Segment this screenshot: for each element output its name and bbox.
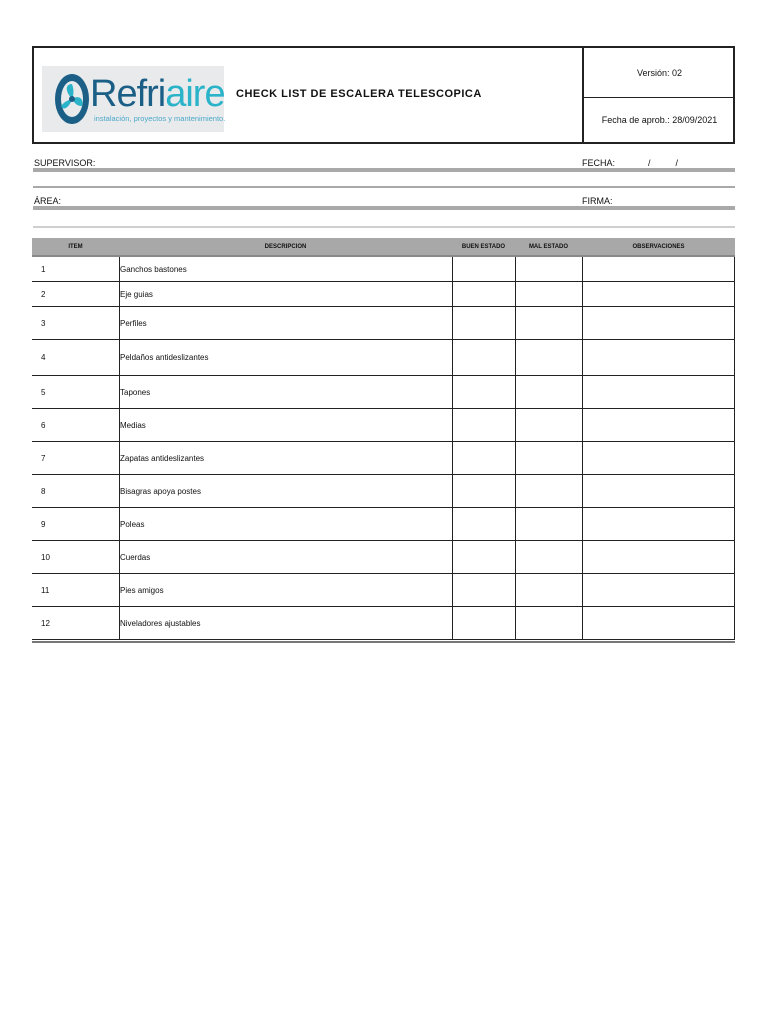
table-body (32, 255, 735, 640)
observations-cell[interactable] (582, 257, 735, 281)
bad-condition-cell[interactable] (515, 257, 582, 281)
table-row (32, 442, 735, 475)
observations-cell[interactable] (582, 340, 735, 375)
row-description: Niveladores ajustables (119, 607, 452, 639)
table-row (32, 475, 735, 508)
row-description: Bisagras apoya postes (119, 475, 452, 507)
bad-condition-cell[interactable] (515, 475, 582, 507)
checklist-table (32, 238, 735, 643)
row-item-number: 12 (41, 618, 50, 628)
table-row (32, 607, 735, 640)
bad-condition-cell[interactable] (515, 340, 582, 375)
header-bad-condition: MAL ESTADO (528, 243, 569, 250)
observations-cell[interactable] (582, 409, 735, 441)
bad-condition-cell[interactable] (515, 282, 582, 306)
observations-cell[interactable] (582, 307, 735, 339)
good-condition-cell[interactable] (452, 607, 515, 639)
row-item-number: 1 (41, 264, 46, 274)
bad-condition-cell[interactable] (515, 541, 582, 573)
table-row (32, 376, 735, 409)
observations-cell[interactable] (582, 541, 735, 573)
document-header (32, 46, 735, 144)
row-description: Perfiles (119, 307, 452, 339)
good-condition-cell[interactable] (452, 340, 515, 375)
table-row (32, 340, 735, 376)
document-title: CHECK LIST DE ESCALERA TELESCOPICA (236, 88, 482, 100)
approval-date-label: Fecha de aprob.: 28/09/2021 (601, 115, 718, 125)
table-row (32, 541, 735, 574)
row-item-number: 3 (41, 318, 46, 328)
fecha-slashes: / / (648, 158, 679, 168)
table-row (32, 574, 735, 607)
good-condition-cell[interactable] (452, 541, 515, 573)
observations-cell[interactable] (582, 475, 735, 507)
area-label: ÁREA: (34, 196, 62, 206)
row-item-number: 11 (41, 585, 50, 595)
row-item-number: 2 (41, 289, 46, 299)
table-row (32, 508, 735, 541)
observations-cell[interactable] (582, 607, 735, 639)
brand-name (90, 74, 225, 114)
row-description: Zapatas antideslizantes (119, 442, 452, 474)
bad-condition-cell[interactable] (515, 307, 582, 339)
firma-label: FIRMA: (582, 196, 613, 206)
header-description: DESCRIPCION (264, 243, 307, 250)
observations-cell[interactable] (582, 574, 735, 606)
row-description: Eje guias (119, 282, 452, 306)
row-item-number: 8 (41, 486, 46, 496)
bad-condition-cell[interactable] (515, 409, 582, 441)
table-row (32, 257, 735, 282)
good-condition-cell[interactable] (452, 508, 515, 540)
area-line (33, 206, 735, 210)
fecha-label: FECHA: (582, 158, 616, 168)
header-item: ITEM (68, 243, 83, 250)
observations-cell[interactable] (582, 376, 735, 408)
row-item-number: 6 (41, 420, 46, 430)
row-description: Poleas (119, 508, 452, 540)
row-item-number: 4 (41, 353, 46, 362)
supervisor-line (33, 168, 735, 172)
good-condition-cell[interactable] (452, 376, 515, 408)
fan-icon (54, 72, 90, 126)
header-good-condition: BUEN ESTADO (461, 243, 506, 250)
table-bottom-rule (32, 641, 735, 643)
row-item-number: 7 (41, 453, 46, 463)
observations-cell[interactable] (582, 442, 735, 474)
document-meta (582, 48, 735, 142)
good-condition-cell[interactable] (452, 475, 515, 507)
good-condition-cell[interactable] (452, 307, 515, 339)
good-condition-cell[interactable] (452, 574, 515, 606)
row-description: Medias (119, 409, 452, 441)
separator-line-2 (33, 226, 735, 228)
version-label: Versión: 02 (584, 48, 735, 98)
brand-tagline: instalación, proyectos y mantenimiento. (94, 114, 226, 123)
bad-condition-cell[interactable] (515, 508, 582, 540)
header-observations: OBSERVACIONES (632, 243, 685, 250)
good-condition-cell[interactable] (452, 257, 515, 281)
bad-condition-cell[interactable] (515, 376, 582, 408)
row-description: Ganchos bastones (119, 257, 452, 281)
row-item-number: 9 (41, 519, 46, 529)
observations-cell[interactable] (582, 282, 735, 306)
row-description: Peldaños antideslizantes (119, 340, 452, 375)
separator-line (33, 186, 735, 188)
row-item-number: 5 (41, 387, 46, 397)
observations-cell[interactable] (582, 508, 735, 540)
row-item-number: 10 (41, 552, 50, 562)
company-logo (42, 66, 224, 132)
table-row (32, 307, 735, 340)
bad-condition-cell[interactable] (515, 442, 582, 474)
bad-condition-cell[interactable] (515, 607, 582, 639)
brand-part-1: Refri (90, 73, 166, 115)
row-description: Cuerdas (119, 541, 452, 573)
table-header (32, 238, 735, 255)
supervisor-label: SUPERVISOR: (34, 158, 96, 168)
row-description: Tapones (119, 376, 452, 408)
good-condition-cell[interactable] (452, 409, 515, 441)
good-condition-cell[interactable] (452, 282, 515, 306)
table-row (32, 409, 735, 442)
row-description: Pies amigos (119, 574, 452, 606)
table-row (32, 282, 735, 307)
bad-condition-cell[interactable] (515, 574, 582, 606)
brand-part-2: aire (165, 73, 225, 115)
good-condition-cell[interactable] (452, 442, 515, 474)
